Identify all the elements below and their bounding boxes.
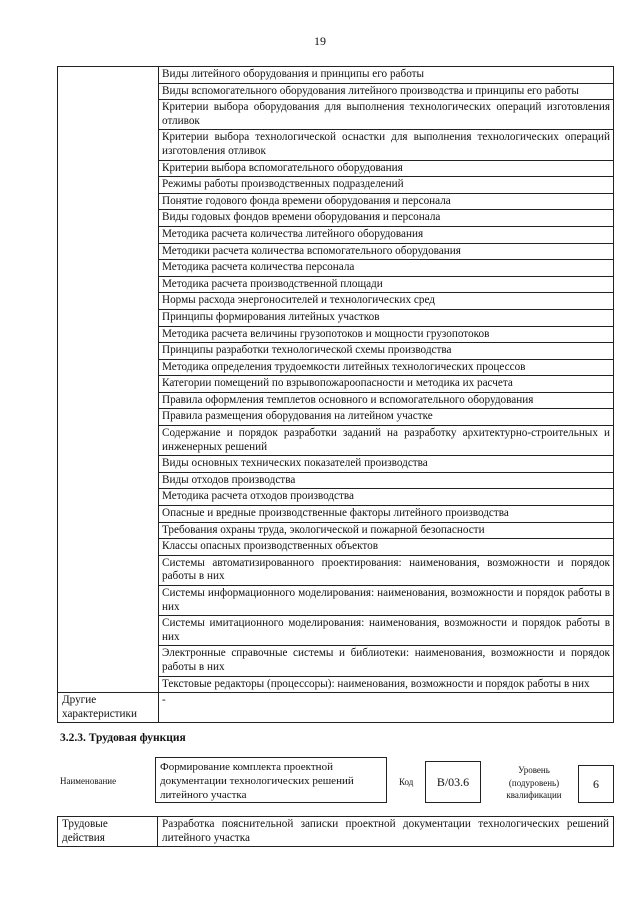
knowledge-item: Методика расчета отходов производства <box>159 489 614 506</box>
knowledge-item: Методики расчета количества вспомогательного оборудования <box>159 243 614 260</box>
knowledge-item: Виды отходов производства <box>159 472 614 489</box>
knowledge-item: Правила размещения оборудования на литейном участке <box>159 409 614 426</box>
page-number: 19 <box>314 34 326 48</box>
knowledge-item: Виды основных технических показателей производства <box>159 456 614 473</box>
knowledge-item: Принципы разработки технологической схемы производства <box>159 343 614 360</box>
knowledge-item: Текстовые редакторы (процессоры): наименования, возможности и порядок работы в них <box>159 676 614 693</box>
level-label: Уровень (подуровень) квалификации <box>506 765 562 800</box>
knowledge-item: Виды вспомогательного оборудования литейного производства и принципы его работы <box>159 83 614 100</box>
labor-actions-row <box>58 817 614 847</box>
knowledge-item: Методика определения трудоемкости литейных технологических процессов <box>159 359 614 376</box>
name-value-box: Формирование комплекта проектной документации технологических решений литейного участка <box>155 757 387 803</box>
other-characteristics-label: Другие характеристики <box>58 693 159 723</box>
labor-actions-label: Трудовые действия <box>58 817 158 847</box>
knowledge-item: Нормы расхода энергоносителей и технологических сред <box>159 293 614 310</box>
knowledge-item: Опасные и вредные производственные факторы литейного производства <box>159 506 614 523</box>
labor-actions-value: Разработка пояснительной записки проектной документации технологических решений литейного участка <box>158 817 614 847</box>
knowledge-item: Методика расчета производственной площади <box>159 276 614 293</box>
knowledge-item: Методика расчета количества литейного оборудования <box>159 226 614 243</box>
name-label: Наименование <box>60 776 117 786</box>
labor-actions-table <box>57 816 614 847</box>
knowledge-table-body <box>58 67 614 723</box>
knowledge-item: Содержание и порядок разработки заданий на разработку архитектурно-строительных и инженерных решений <box>159 426 614 456</box>
knowledge-item: Системы информационного моделирования: наименования, возможности и порядок работы в них <box>159 586 614 616</box>
knowledge-label-cell <box>58 67 159 693</box>
other-characteristics-value: - <box>159 693 614 723</box>
knowledge-item: Электронные справочные системы и библиотеки: наименования, возможности и порядок работы в них <box>159 646 614 676</box>
knowledge-item: Критерии выбора вспомогательного оборудования <box>159 160 614 177</box>
knowledge-item: Режимы работы производственных подразделений <box>159 177 614 194</box>
knowledge-item: Методика расчета величины грузопотоков и мощности грузопотоков <box>159 326 614 343</box>
code-value-box: B/03.6 <box>425 761 481 803</box>
knowledge-item: Системы автоматизированного проектирования: наименования, возможности и порядок работы в них <box>159 555 614 585</box>
code-label: Код <box>399 777 414 787</box>
knowledge-table <box>57 66 614 723</box>
knowledge-item: Критерии выбора технологической оснастки для выполнения технологических операций изготовления отливок <box>159 130 614 160</box>
knowledge-item: Правила оформления темплетов основного и вспомогательного оборудования <box>159 392 614 409</box>
knowledge-item: Методика расчета количества персонала <box>159 260 614 277</box>
other-characteristics-row <box>58 693 614 723</box>
knowledge-item: Принципы формирования литейных участков <box>159 309 614 326</box>
knowledge-item: Виды годовых фондов времени оборудования и персонала <box>159 210 614 227</box>
table-row <box>58 67 614 84</box>
knowledge-item: Категории помещений по взрывопожароопасности и методика их расчета <box>159 376 614 393</box>
knowledge-item: Классы опасных производственных объектов <box>159 539 614 556</box>
knowledge-item: Требования охраны труда, экологической и пожарной безопасности <box>159 522 614 539</box>
knowledge-item: Системы имитационного моделирования: наименования, возможности и порядок работы в них <box>159 616 614 646</box>
knowledge-item: Критерии выбора оборудования для выполнения технологических операций изготовления отливок <box>159 100 614 130</box>
section-title: 3.2.3. Трудовая функция <box>60 732 186 744</box>
level-value-box: 6 <box>578 765 614 803</box>
knowledge-item: Виды литейного оборудования и принципы его работы <box>159 67 614 84</box>
knowledge-item: Понятие годового фонда времени оборудования и персонала <box>159 193 614 210</box>
